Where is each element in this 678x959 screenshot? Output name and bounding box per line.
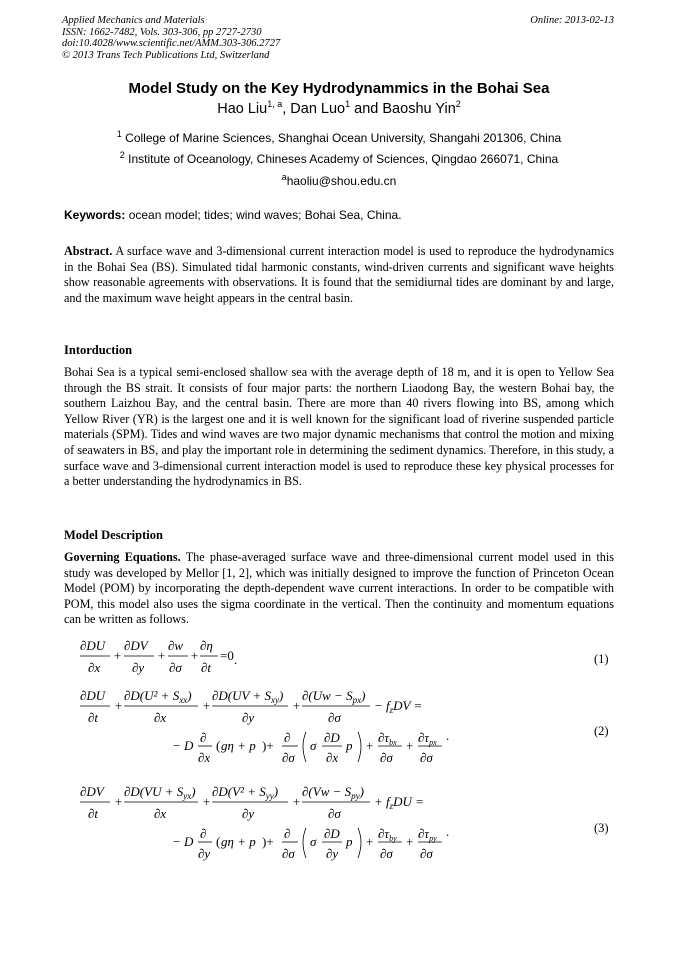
svg-text:∂: ∂	[284, 730, 291, 745]
journal-name: Applied Mechanics and Materials	[62, 15, 205, 26]
svg-text:∂τpy: $\partial\tau_{py}$	[418, 826, 437, 843]
svg-text:=0: =0	[220, 648, 234, 663]
svg-text:.: .	[446, 728, 450, 743]
model-text	[64, 550, 614, 628]
svg-text:σ: σ	[310, 738, 317, 753]
author-affil-mark: 2	[455, 99, 461, 110]
svg-text:− D: − D	[172, 834, 194, 849]
equation-1	[78, 636, 258, 680]
svg-text:∂y: ∂y	[242, 806, 255, 821]
svg-text:∂σ: ∂σ	[328, 806, 341, 821]
svg-text:+: +	[406, 834, 414, 849]
svg-text:− D: − D	[172, 738, 194, 753]
author-affil-mark: 1	[345, 99, 351, 110]
affil-mark: 2	[119, 150, 125, 160]
svg-text:∂: ∂	[200, 730, 207, 745]
svg-text:p: p	[346, 834, 353, 849]
svg-text:+: +	[292, 794, 301, 809]
author-affil-mark: 1, a	[267, 99, 283, 110]
journal-header	[62, 15, 614, 61]
svg-text:∂x: ∂x	[326, 750, 339, 765]
online-date: Online: 2013-02-13	[530, 15, 614, 26]
copyright-line: © 2013 Trans Tech Publications Ltd, Switzerland	[62, 49, 270, 61]
svg-text:∂x: ∂x	[198, 750, 211, 765]
svg-text:(: (	[216, 834, 221, 849]
author-name: Baoshu Yin	[382, 101, 456, 117]
svg-text:∂σ: ∂σ	[328, 710, 341, 725]
affil-mark: 1	[116, 129, 122, 139]
svg-text:∂(Uw − Spx): $\partial(Uw - S_{px})$	[302, 688, 366, 705]
svg-text:∂y: ∂y	[242, 710, 255, 725]
equation-2	[78, 686, 458, 774]
svg-text:+: +	[114, 794, 123, 809]
model-heading: Model Description	[64, 528, 163, 542]
keywords	[64, 208, 402, 222]
equation-number: (2)	[594, 724, 609, 738]
author-conjunction: and	[354, 101, 379, 117]
svg-text:+: +	[190, 648, 199, 663]
svg-text:∂σ: ∂σ	[420, 846, 433, 861]
email-mark: a	[281, 172, 287, 182]
keywords-text: ocean model; tides; wind waves; Bohai Sea, China.	[128, 208, 402, 222]
svg-text:)+: )+	[262, 834, 274, 849]
intro-text: Bohai Sea is a typical semi-enclosed shallow sea with the average depth of 18 m, and it is open to Yellow Sea through the BS strait. It consists of four major parts: the northern Liaodong Bay, the western Bohai bay, the southern Laizhou Bay, and the central basin. There are more than 40 rivers flowing into BS, among which Yellow River (YR) is the largest one and it is well known for the significant load of riverine suspended particle materials (SPM). Tides and wind waves are two major dynamic mechanisms that control the motion and mixing of seawaters in BS, and play the important role in determining the sediment dynamics. Therefore, in this study, a surface wave and 3-dimensional current interaction model is used to reproduce these key physical processes for a better understanding the hydrodynamics in BS.	[64, 365, 614, 489]
paper-title: Model Study on the Key Hydrodynammics in the Bohai Sea	[128, 80, 550, 97]
svg-text:∂x: ∂x	[154, 806, 167, 821]
affil-text: Institute of Oceanology, Chineses Academy of Sciences, Qingdao 266071, China	[128, 152, 559, 166]
svg-text:∂DU: ∂DU	[80, 688, 106, 703]
svg-text:∂y: ∂y	[132, 660, 145, 675]
intro-heading: Intorduction	[64, 343, 133, 357]
abstract-text: A surface wave and 3-dimensional current interaction model is used to reproduce the hydrodynamics in the Bohai Sea (BS). Simulated tidal harmonic constants, wind-driven currents and significant wave heights show reasonable agreements with observations. It is found that the semidiurnal tides are dominant by and large, and the maximum wave height appears in the central basin.	[64, 244, 615, 305]
svg-text:∂DV: ∂DV	[124, 638, 148, 653]
email-text: haoliu@shou.edu.cn	[286, 174, 397, 188]
svg-text:)+: )+	[262, 738, 274, 753]
equation-number: (1)	[594, 652, 609, 666]
svg-text:∂D: ∂D	[324, 730, 340, 745]
author-name: Hao Liu	[217, 101, 268, 117]
svg-text:+: +	[366, 738, 374, 753]
author-email	[0, 174, 678, 188]
svg-text:+: +	[406, 738, 414, 753]
affiliation	[0, 152, 678, 166]
svg-text:∂η: ∂η	[200, 638, 213, 653]
equation-3	[78, 782, 458, 870]
svg-text:∂y: ∂y	[326, 846, 339, 861]
svg-text:(: (	[216, 738, 221, 753]
svg-text:∂τby: $\partial\tau_{by}$	[378, 826, 397, 843]
svg-text:∂τpx: $\partial\tau_{px}$	[418, 730, 437, 747]
svg-text:+: +	[202, 794, 211, 809]
svg-text:gη + p: gη + p	[221, 738, 256, 753]
svg-text:∂DU: ∂DU	[80, 638, 106, 653]
svg-text:∂x: ∂x	[154, 710, 167, 725]
svg-text:∂(Vw − Spy): $\partial(Vw - S_{py})$	[302, 784, 364, 801]
svg-text:∂w: ∂w	[168, 638, 184, 653]
svg-text:p: p	[346, 738, 353, 753]
author-list: Hao Liu$^{1, a}$, Dan Luo$^1$ and Baoshu Yin$^2$	[217, 99, 461, 117]
svg-text:∂σ: ∂σ	[169, 660, 182, 675]
svg-text:∂D(U² + Sxx): $\partial D(U^2 + S_{xx})$	[124, 688, 192, 705]
svg-text:∂x: ∂x	[88, 660, 101, 675]
svg-text:+: +	[114, 698, 123, 713]
governing-label: Governing Equations.	[64, 550, 181, 564]
svg-text:+: +	[366, 834, 374, 849]
abstract-label: Abstract.	[64, 244, 113, 258]
svg-text:.: .	[446, 824, 450, 839]
doi-line: doi:10.4028/www.scientific.net/AMM.303-306.2727	[62, 38, 281, 49]
svg-text:∂σ: ∂σ	[282, 846, 295, 861]
svg-text:∂D(UV + Sxy): $\partial D(UV + S_{xy})$	[212, 688, 284, 705]
svg-text:∂σ: ∂σ	[420, 750, 433, 765]
svg-text:+: +	[157, 648, 166, 663]
svg-text:∂: ∂	[200, 826, 207, 841]
author-name: Dan Luo	[290, 101, 346, 117]
svg-text:+: +	[292, 698, 301, 713]
svg-text:.: .	[234, 652, 238, 667]
keywords-label: Keywords:	[64, 208, 126, 222]
svg-text:∂D(VU + Syx): $\partial D(VU + S_{yx})$	[124, 784, 196, 801]
svg-text:∂D(V² + Syy): $\partial D(V^2 + S_{yy})$	[212, 784, 279, 801]
svg-text:∂τbx: $\partial\tau_{bx}$	[378, 730, 397, 747]
affil-text: College of Marine Sciences, Shanghai Ocean University, Shangahi 201306, China	[125, 131, 562, 145]
governing-text: The phase-averaged surface wave and three-dimensional current model used in this study was developed by Mellor [1, 2], which was initially designed to improve the function of Princeton Ocean Model (POM) by incorporating the depth-dependent wave current interactions. In order to be compatible with POM, this model also uses the sigma coordinate in the vertical. Then the continuity and momentum equations can be written as follows.	[64, 550, 614, 627]
affiliation	[0, 131, 678, 145]
svg-text:∂t: ∂t	[88, 806, 99, 821]
issn-line: ISSN: 1662-7482, Vols. 303-306, pp 2727-2730	[62, 26, 262, 38]
svg-text:gη + p: gη + p	[221, 834, 256, 849]
svg-text:∂t: ∂t	[88, 710, 99, 725]
svg-text:+: +	[113, 648, 122, 663]
svg-text:∂σ: ∂σ	[282, 750, 295, 765]
svg-text:∂σ: ∂σ	[380, 846, 393, 861]
equation-number: (3)	[594, 821, 609, 835]
abstract	[64, 244, 614, 306]
svg-text:∂y: ∂y	[198, 846, 211, 861]
svg-text:σ: σ	[310, 834, 317, 849]
svg-text:+: +	[202, 698, 211, 713]
svg-text:∂: ∂	[284, 826, 291, 841]
svg-text:∂DV: ∂DV	[80, 784, 104, 799]
svg-text:− fzDV =: − $f_zDV$ =	[374, 698, 423, 715]
svg-text:+ fzDU =: + $f_zDU$ =	[374, 794, 424, 811]
svg-text:∂σ: ∂σ	[380, 750, 393, 765]
svg-text:∂D: ∂D	[324, 826, 340, 841]
svg-text:∂t: ∂t	[201, 660, 212, 675]
